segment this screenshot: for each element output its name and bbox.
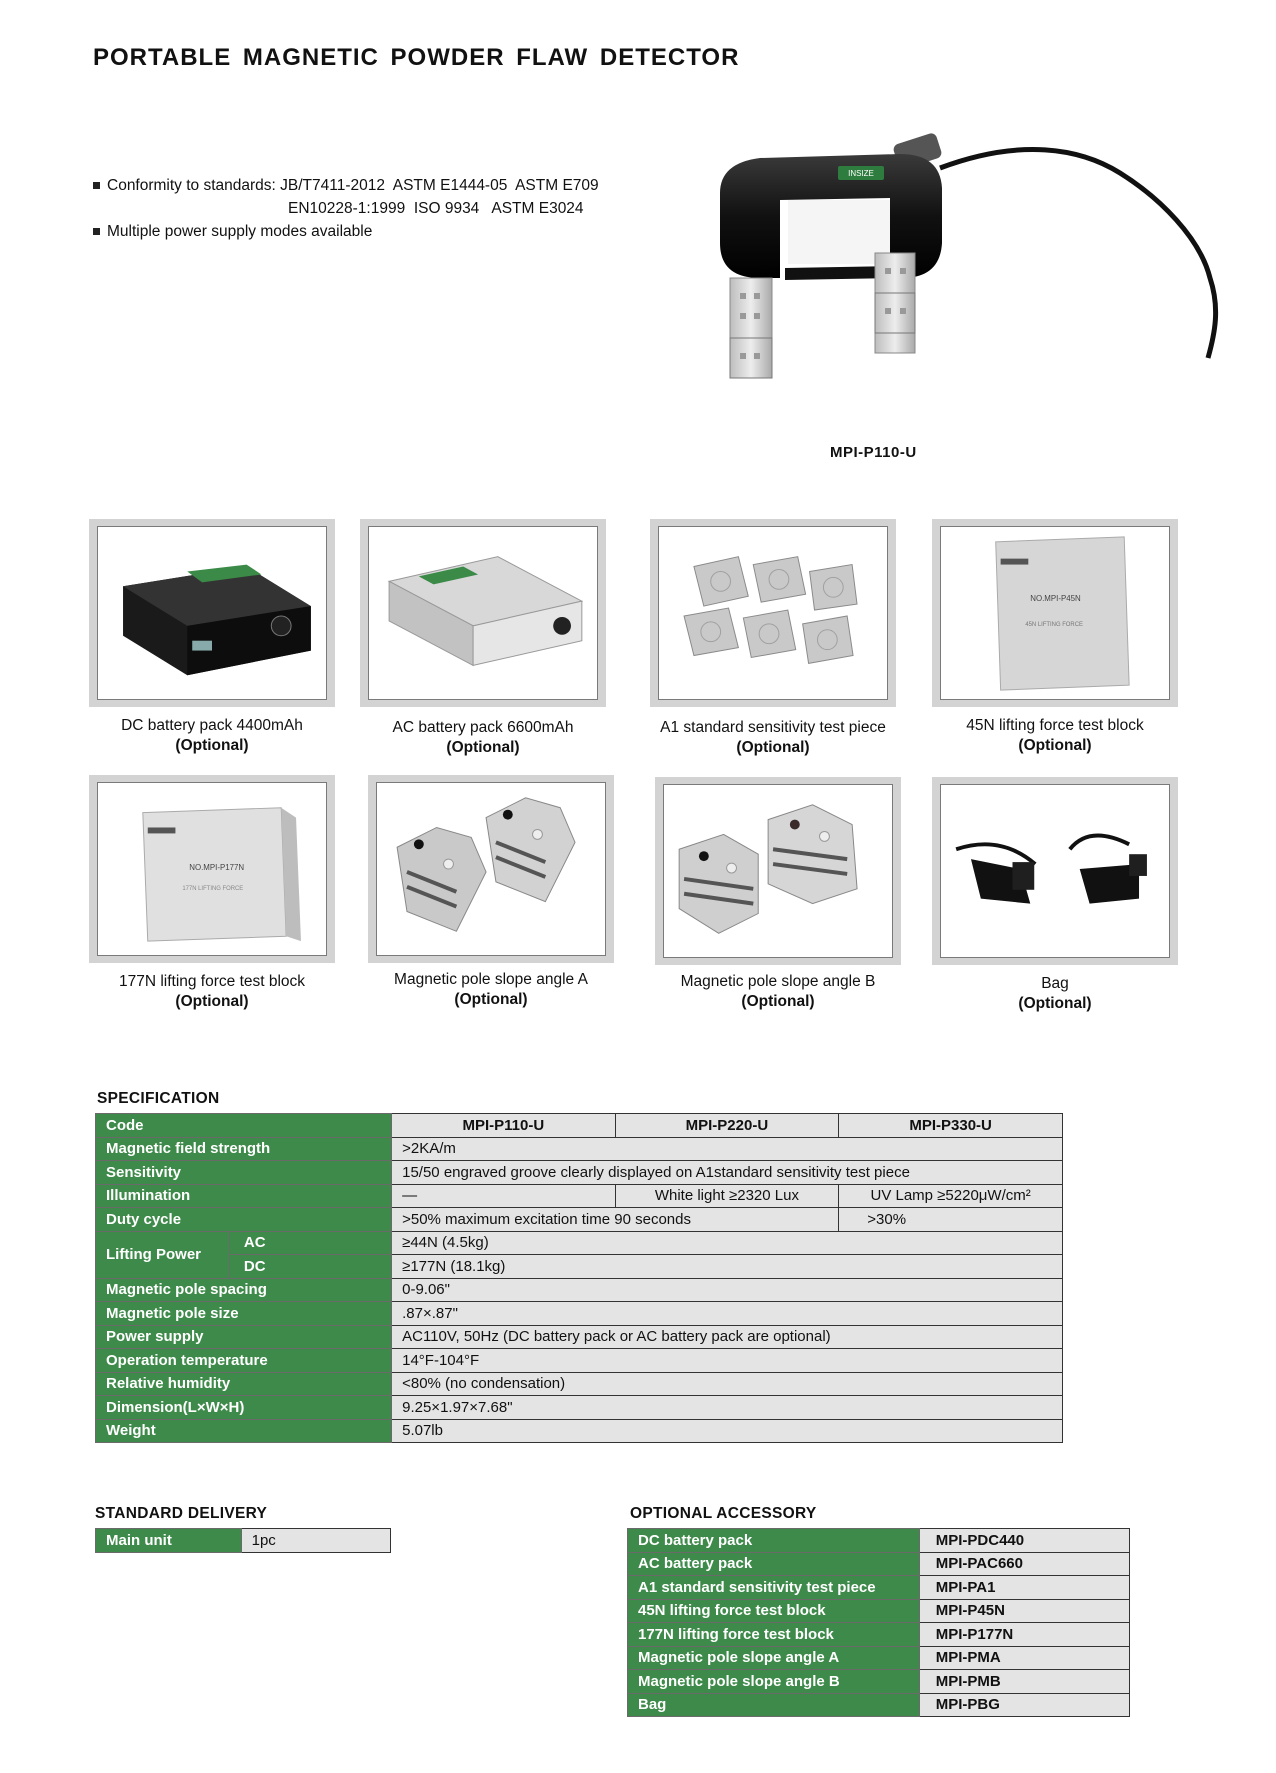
table-row: [96, 1529, 391, 1553]
accessory-caption: [341, 970, 641, 1010]
spec-label: Power supply: [96, 1325, 392, 1349]
accessory-row-name: A1 standard sensitivity test piece: [628, 1576, 920, 1600]
table-row: [96, 1161, 1063, 1185]
standard-delivery-table: [95, 1528, 391, 1553]
accessory-name: DC battery pack 4400mAh: [121, 717, 303, 734]
table-row: [96, 1372, 1063, 1396]
table-row: [96, 1114, 1063, 1138]
table-row: [96, 1255, 1063, 1279]
accessory-card-45n-block: [932, 519, 1178, 707]
accessory-optional-note: (Optional): [1018, 737, 1092, 754]
accessory-card-177n-block: [89, 775, 335, 963]
spec-label: Relative humidity: [96, 1372, 392, 1396]
accessory-caption: [905, 716, 1205, 756]
accessory-caption: [62, 716, 362, 756]
page-title: PORTABLE MAGNETIC POWDER FLAW DETECTOR: [93, 44, 740, 71]
table-row: [96, 1349, 1063, 1373]
accessory-card-ac-battery: [360, 519, 606, 707]
accessory-row-code: MPI-PDC440: [919, 1529, 1129, 1553]
accessory-row-code: MPI-PMA: [919, 1646, 1129, 1670]
accessory-optional-note: (Optional): [741, 993, 815, 1010]
accessory-optional-note: (Optional): [736, 739, 810, 756]
accessory-caption: [623, 718, 923, 758]
table-row: [628, 1552, 1130, 1576]
spec-label: Weight: [96, 1419, 392, 1443]
accessory-card-bag: [932, 777, 1178, 965]
accessory-row-code: MPI-PA1: [919, 1576, 1129, 1600]
spec-label: Dimension(L×W×H): [96, 1396, 392, 1420]
spec-value: >50% maximum excitation time 90 seconds: [392, 1208, 839, 1232]
spec-label: Duty cycle: [96, 1208, 392, 1232]
table-row: [628, 1576, 1130, 1600]
table-row: [96, 1231, 1063, 1255]
specification-table: [95, 1113, 1063, 1443]
table-row: [96, 1419, 1063, 1443]
accessory-card-pole-slope-b: [655, 777, 901, 965]
pole-slope-icon: [664, 785, 892, 957]
spec-value: <80% (no condensation): [392, 1372, 1063, 1396]
accessory-caption: [905, 974, 1205, 1014]
accessory-row-code: MPI-P177N: [919, 1623, 1129, 1647]
spec-value: AC110V, 50Hz (DC battery pack or AC battery pack are optional): [392, 1325, 1063, 1349]
ac-battery-pack-icon: [369, 527, 597, 699]
spec-label: Magnetic pole spacing: [96, 1278, 392, 1302]
table-row: [96, 1278, 1063, 1302]
table-row: [96, 1208, 1063, 1232]
accessory-row-code: MPI-PBG: [919, 1693, 1129, 1717]
spec-value: White light ≥2320 Lux: [615, 1184, 839, 1208]
spec-value: UV Lamp ≥5220μW/cm²: [839, 1184, 1063, 1208]
spec-value: >2KA/m: [392, 1137, 1063, 1161]
test-pieces-icon: [659, 527, 887, 699]
accessory-optional-note: (Optional): [175, 737, 249, 754]
specification-title: SPECIFICATION: [97, 1090, 220, 1107]
model-header: MPI-P220-U: [615, 1114, 839, 1138]
spec-label: Magnetic field strength: [96, 1137, 392, 1161]
spec-value: .87×.87": [392, 1302, 1063, 1326]
model-header: MPI-P330-U: [839, 1114, 1063, 1138]
accessory-row-name: Magnetic pole slope angle A: [628, 1646, 920, 1670]
accessory-name: A1 standard sensitivity test piece: [660, 719, 886, 736]
spec-value: 9.25×1.97×7.68": [392, 1396, 1063, 1420]
accessory-card-test-piece: [650, 519, 896, 707]
spec-value: —: [392, 1184, 615, 1208]
feature-text: EN10228-1:1999 ISO 9934 ASTM E3024: [288, 200, 584, 217]
accessory-caption: [628, 972, 928, 1012]
spec-label: Code: [96, 1114, 392, 1138]
spec-value: ≥44N (4.5kg): [392, 1231, 1063, 1255]
accessory-name: 45N lifting force test block: [966, 717, 1144, 734]
table-row: [96, 1396, 1063, 1420]
spec-value: >30%: [839, 1208, 1063, 1232]
spec-label: Magnetic pole size: [96, 1302, 392, 1326]
accessory-caption: [333, 718, 633, 758]
optional-accessory-title: OPTIONAL ACCESSORY: [630, 1505, 817, 1522]
accessory-row-code: MPI-PMB: [919, 1670, 1129, 1694]
table-row: [96, 1137, 1063, 1161]
block-label: NO.MPI-P177N: [189, 862, 245, 872]
spec-label: Sensitivity: [96, 1161, 392, 1185]
block-label: NO.MPI-P45N: [1030, 594, 1081, 604]
feature-item: [93, 197, 599, 220]
spec-value: 0-9.06": [392, 1278, 1063, 1302]
table-row: [628, 1646, 1130, 1670]
accessory-name: Magnetic pole slope angle A: [394, 971, 588, 988]
bag-icon: [941, 785, 1169, 957]
table-row: [96, 1325, 1063, 1349]
product-image: [690, 128, 1230, 458]
model-header: MPI-P110-U: [392, 1114, 615, 1138]
delivery-item-qty: 1pc: [241, 1529, 390, 1553]
accessory-card-pole-slope-a: [368, 775, 614, 963]
spec-value: 5.07lb: [392, 1419, 1063, 1443]
accessory-optional-note: (Optional): [454, 991, 528, 1008]
bullet-icon: [93, 182, 100, 189]
accessory-name: AC battery pack 6600mAh: [392, 719, 574, 736]
accessory-row-name: 45N lifting force test block: [628, 1599, 920, 1623]
accessory-row-name: AC battery pack: [628, 1552, 920, 1576]
accessory-row-name: Magnetic pole slope angle B: [628, 1670, 920, 1694]
delivery-item-name: Main unit: [96, 1529, 242, 1553]
standard-delivery-title: STANDARD DELIVERY: [95, 1505, 268, 1522]
spec-sub-label: DC: [229, 1255, 391, 1279]
accessory-name: Magnetic pole slope angle B: [680, 973, 876, 990]
table-row: [96, 1184, 1063, 1208]
table-row: [628, 1623, 1130, 1647]
dc-battery-pack-icon: [98, 527, 326, 699]
optional-accessory-table: [627, 1528, 1130, 1717]
accessory-row-name: Bag: [628, 1693, 920, 1717]
test-block-icon: [941, 527, 1169, 699]
spec-sub-label: AC: [229, 1231, 391, 1255]
accessory-card-dc-battery: [89, 519, 335, 707]
block-sub-label: 45N LIFTING FORCE: [1025, 621, 1083, 628]
accessory-caption: [62, 972, 362, 1012]
pole-slope-icon: [377, 783, 605, 955]
bullet-icon: [93, 228, 100, 235]
spec-label: Lifting Power: [96, 1231, 230, 1278]
spec-value: 15/50 engraved groove clearly displayed on A1standard sensitivity test piece: [392, 1161, 1063, 1185]
accessory-row-code: MPI-P45N: [919, 1599, 1129, 1623]
accessory-row-code: MPI-PAC660: [919, 1552, 1129, 1576]
table-row: [628, 1693, 1130, 1717]
flaw-detector-yoke-icon: [690, 128, 1230, 458]
feature-item: [93, 220, 599, 243]
feature-item: [93, 174, 599, 197]
table-row: [96, 1302, 1063, 1326]
accessory-name: 177N lifting force test block: [118, 973, 306, 990]
accessory-name: Bag: [1041, 975, 1069, 992]
spec-value: 14°F-104°F: [392, 1349, 1063, 1373]
accessory-optional-note: (Optional): [1018, 995, 1092, 1012]
feature-list: [93, 174, 599, 243]
spec-label: Operation temperature: [96, 1349, 392, 1373]
test-block-icon: [98, 783, 326, 955]
table-row: [628, 1529, 1130, 1553]
spec-label: Illumination: [96, 1184, 392, 1208]
spec-value: ≥177N (18.1kg): [392, 1255, 1063, 1279]
accessory-row-name: 177N lifting force test block: [628, 1623, 920, 1647]
table-row: [628, 1599, 1130, 1623]
table-row: [628, 1670, 1130, 1694]
brand-label: INSIZE: [848, 169, 874, 178]
accessory-row-name: DC battery pack: [628, 1529, 920, 1553]
feature-text: Multiple power supply modes available: [107, 223, 373, 240]
product-model-caption: MPI-P110-U: [830, 444, 917, 461]
accessory-optional-note: (Optional): [446, 739, 520, 756]
feature-text: Conformity to standards: JB/T7411-2012 ASTM E1444-05 ASTM E709: [107, 177, 599, 194]
block-sub-label: 177N LIFTING FORCE: [182, 885, 244, 892]
accessory-optional-note: (Optional): [175, 993, 249, 1010]
